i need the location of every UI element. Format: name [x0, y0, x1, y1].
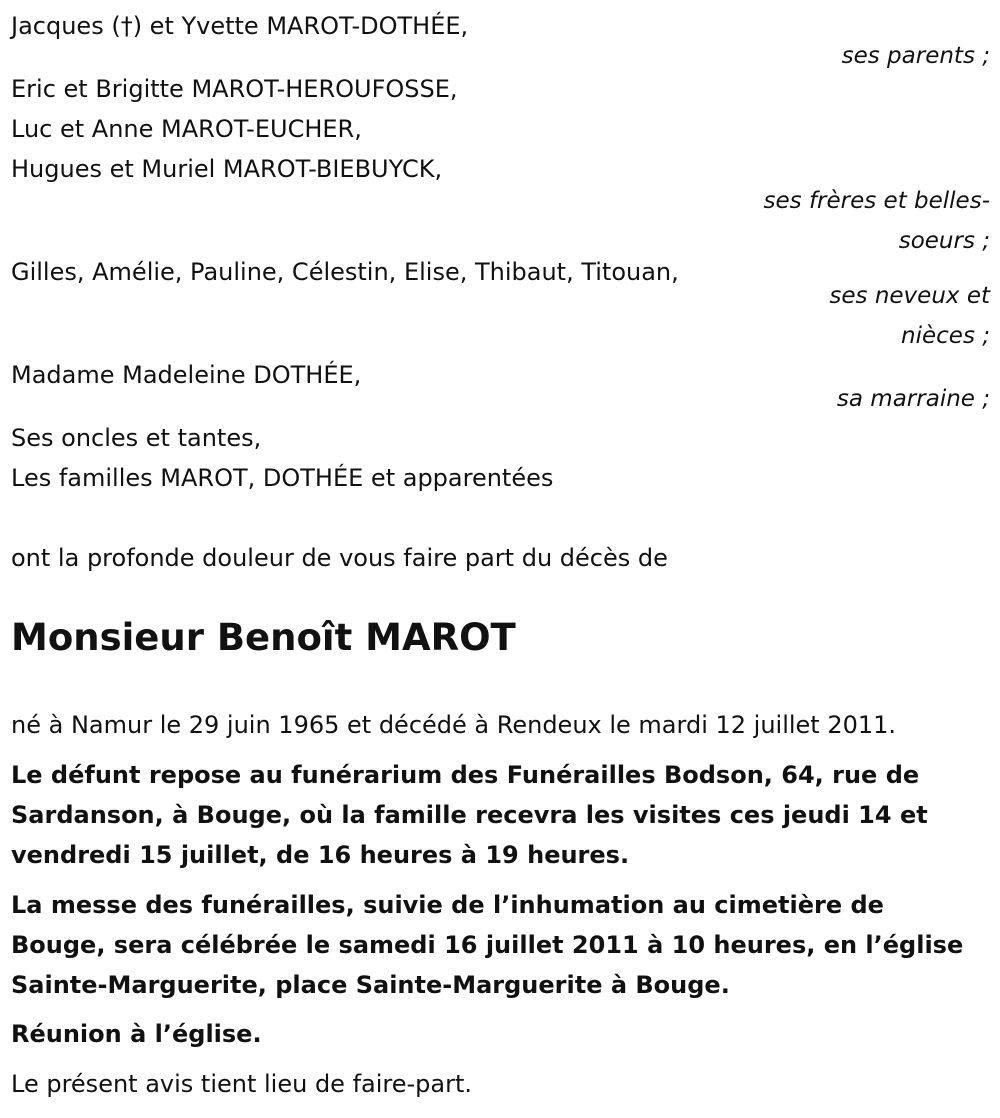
birth-death-text: né à Namur le 29 juin 1965 et décédé à Rendeux le mardi 12 juillet 2011. — [11, 711, 897, 739]
godmother-role: sa marraine ; — [836, 386, 990, 412]
godmother-name: Madame Madeleine DOTHÉE, — [11, 361, 362, 389]
parents-names: Jacques (†) et Yvette MAROT-DOTHÉE, — [11, 12, 469, 40]
sibling-name: Luc et Anne MAROT-EUCHER, — [11, 115, 362, 143]
visitation-text: Le défunt repose au funérarium des Funérailles Bodson, 64, rue de Sardanson, à Bouge, où la famille recevra les visites ces jeudi 14 et vendredi 15 juillet, de 16 heures à 19 heures. — [11, 761, 928, 869]
sibling-name: Hugues et Muriel MAROT-BIEBUYCK, — [11, 155, 443, 183]
siblings-group — [11, 69, 990, 261]
deceased-name: Monsieur Benoît MAROT — [11, 616, 516, 659]
meeting-text: Réunion à l’église. — [11, 1020, 262, 1048]
siblings-role-line1: ses frères et belles- — [763, 188, 990, 214]
nephews-role-line2: nièces ; — [901, 323, 990, 349]
nephews-names: Gilles, Amélie, Pauline, Célestin, Elise, Thibaut, Titouan, — [11, 258, 679, 286]
nephews-group — [11, 252, 990, 356]
relatives-group — [11, 418, 990, 498]
nephews-role-line1: ses neveux et — [829, 283, 990, 309]
announcement-text: ont la profonde douleur de vous faire part du décès de — [11, 544, 668, 572]
funeral-text: La messe des funérailles, suivie de l’inhumation au cimetière de Bouge, sera célébrée le samedi 16 juillet 2011 à 10 heures, en l’église Sainte-Marguerite, place Sainte-Marguerite à Bouge. — [11, 891, 964, 999]
relatives-line: Ses oncles et tantes, — [11, 424, 262, 452]
siblings-role-line2: soeurs ; — [898, 228, 990, 254]
parents-role: ses parents ; — [841, 43, 990, 69]
godmother-group — [11, 355, 990, 419]
closing-text: Le présent avis tient lieu de faire-part. — [11, 1070, 473, 1098]
relatives-line: Les familles MAROT, DOTHÉE et apparentées — [11, 464, 554, 492]
sibling-name: Eric et Brigitte MAROT-HEROUFOSSE, — [11, 75, 458, 103]
parents-group — [11, 6, 990, 76]
